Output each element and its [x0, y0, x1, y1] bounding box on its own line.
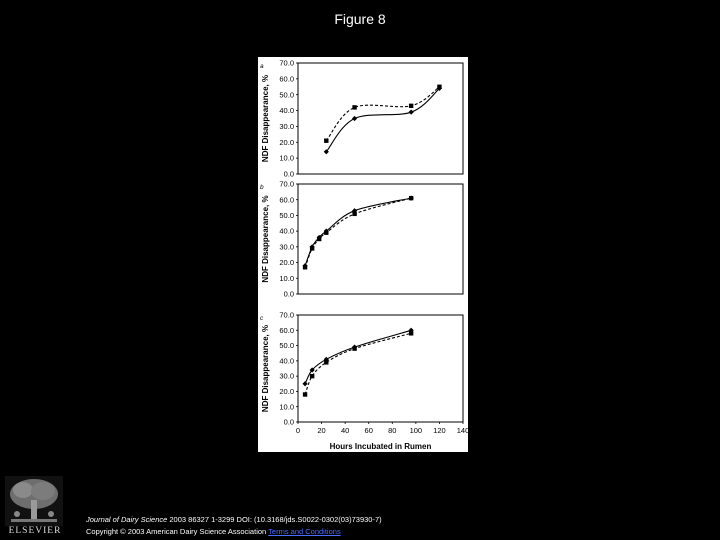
y-tick-label: 40.0 — [279, 356, 294, 366]
y-axis-label-c: NDF Disappearance, % — [261, 324, 270, 413]
panel-label-c: c — [260, 315, 264, 322]
figure-chart — [258, 57, 468, 452]
y-tick-label: 20.0 — [279, 387, 294, 397]
y-tick-label: 0.0 — [283, 417, 294, 427]
panel-label-b: b — [260, 184, 264, 191]
y-tick-label: 50.0 — [279, 341, 294, 351]
data-point-square — [324, 139, 328, 143]
y-tick-label: 10.0 — [279, 153, 294, 163]
y-tick-label: 10.0 — [279, 273, 294, 283]
copyright-text: Copyright © 2003 American Dairy Science Association — [86, 527, 269, 536]
x-tick-label: 20 — [317, 426, 326, 435]
x-tick-label: 40 — [340, 426, 350, 435]
x-tick-label: 120 — [433, 426, 446, 435]
y-tick-label: 70.0 — [279, 179, 294, 189]
y-tick-label: 70.0 — [279, 310, 294, 320]
plot-frame-b — [298, 184, 463, 294]
y-tick-label: 0.0 — [283, 289, 294, 299]
data-point-diamond — [302, 381, 307, 386]
terms-link[interactable]: Terms and Conditions — [268, 527, 341, 536]
y-tick-label: 60.0 — [279, 74, 294, 84]
elsevier-logo-text: ELSEVIER — [8, 526, 62, 536]
y-tick-label: 50.0 — [279, 90, 294, 100]
x-axis-label: Hours Incubated in Rumen — [329, 442, 432, 451]
data-point-diamond — [409, 110, 414, 115]
series-line-solid — [305, 330, 411, 383]
y-tick-label: 60.0 — [279, 325, 294, 335]
x-tick-label: 140 — [456, 426, 470, 435]
data-point-square — [303, 392, 307, 396]
y-tick-label: 30.0 — [279, 122, 294, 132]
series-line-solid — [326, 88, 439, 151]
y-tick-label: 60.0 — [279, 195, 294, 205]
citation-line — [86, 515, 382, 525]
series-line-solid — [305, 198, 411, 266]
figure-panel — [258, 57, 468, 452]
journal-name: Journal of Dairy Science — [86, 515, 168, 524]
x-tick-label: 80 — [388, 426, 397, 435]
series-line-dashed — [326, 87, 439, 141]
copyright-line — [86, 527, 341, 537]
data-point-diamond — [352, 116, 357, 121]
y-tick-label: 40.0 — [279, 106, 294, 116]
y-tick-label: 0.0 — [283, 169, 294, 179]
y-tick-label: 50.0 — [279, 211, 294, 221]
x-tick-label: 60 — [364, 426, 373, 435]
x-tick-label: 0 — [295, 426, 301, 435]
data-point-square — [310, 374, 314, 378]
data-point-square — [409, 104, 413, 108]
panel-label-a: a — [260, 63, 264, 70]
y-axis-label-a: NDF Disappearance, % — [261, 74, 270, 163]
y-tick-label: 20.0 — [279, 137, 294, 147]
y-tick-label: 70.0 — [279, 58, 294, 68]
citation-text: 2003 86327 1-3299 DOI: (10.3168/jds.S0022-0302(03)73930-7) — [167, 515, 382, 524]
data-point-square — [352, 105, 356, 109]
y-tick-label: 30.0 — [279, 371, 294, 381]
series-line-dashed — [305, 198, 411, 267]
figure-title: Figure 8 — [334, 11, 386, 27]
x-tick-label: 100 — [409, 426, 423, 435]
y-tick-label: 10.0 — [279, 402, 294, 412]
plot-frame-c — [298, 315, 463, 422]
plot-frame-a — [298, 63, 463, 174]
y-axis-label-b: NDF Disappearance, % — [261, 195, 270, 283]
series-line-dashed — [305, 333, 411, 394]
y-tick-label: 30.0 — [279, 242, 294, 252]
y-tick-label: 40.0 — [279, 226, 294, 236]
y-tick-label: 20.0 — [279, 258, 294, 268]
